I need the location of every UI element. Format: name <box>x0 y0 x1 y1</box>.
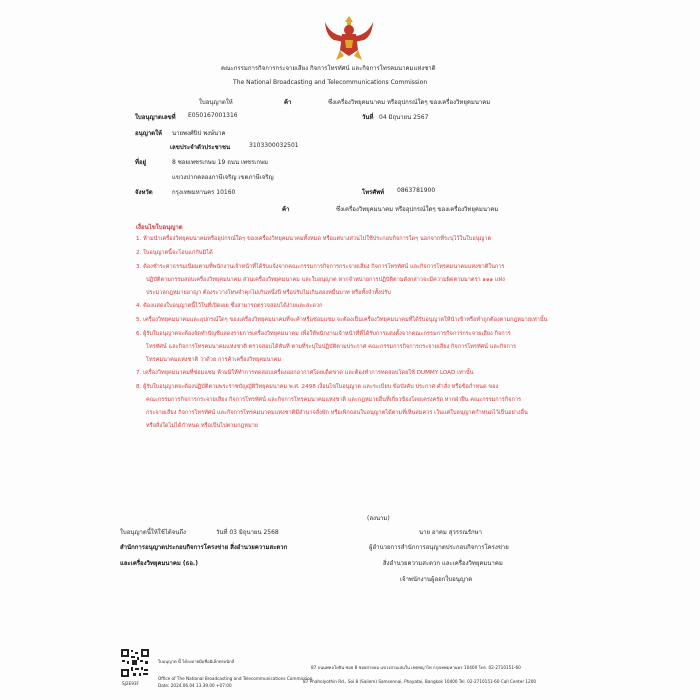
holder-value: นายพงศ์ปิป พงษ์นาค <box>172 130 226 137</box>
id-value: 3103300032501 <box>249 142 299 149</box>
condition-item: 1. ห้ามนำเครื่องวิทยุคมนาคมหรืออุปกรณ์ใดๆ ของเครื่องวิทยุคมนาคมทั้งหมด หรือแต่บางส่วนไปใช้ประกอบกิจการใดๆ นอกจากที่ระบุไว้ในใบอนุญาต <box>136 236 492 242</box>
condition-item: 6. ผู้รับใบอนุญาตจะต้องจัดทำบัญชีแสดงรายการเครื่องวิทยุคมนาคม เพื่อให้พนักงานเจ้าหน้าที่ที่ได้รับการแต่งตั้งจากคณะกรรมการกิจการกระจายเสียง กิจการ <box>136 331 511 337</box>
license-date-value: 04 มิถุนายน 2567 <box>379 114 429 121</box>
garuda-emblem-icon <box>320 12 378 64</box>
signer-title1: ผู้อำนวยการสำนักการอนุญาตประกอบกิจการโครงข่าย <box>369 544 509 551</box>
address-line2: แขวงปากคลองภาษีเจริญ เขตภาษีเจริญ <box>172 174 274 181</box>
address-line1: 8 ซอยเพชรเกษม 19 ถนน เพชรเกษม <box>172 159 268 166</box>
footer-esign-note: ใบอนุญาต นี้ ได้ลงลายมือชื่ออิเล็กทรอนิกส์ <box>158 659 235 664</box>
condition-item: ประมวลกฎหมายอาญา ต้องระวางโทษจำคุกไม่เกินหนึ่งปี หรือปรับไม่เกินสองหมื่นบาท หรือทั้งจำทั้งปรับ <box>146 290 391 296</box>
sign-label: (ลงนาม) <box>367 515 390 522</box>
condition-item: โทรคมนาคมแห่งชาติ ว่าด้วย การค้าเครื่องวิทยุคมนาคม <box>146 357 282 363</box>
office-line1: สำนักการอนุญาตประกอบกิจการโครงข่าย สิ่งอำนวยความสะดวก <box>120 544 288 551</box>
signer-title2: สิ่งอำนวยความสะดวก และเครื่องวิทยุคมนาคม <box>383 560 503 567</box>
condition-item: หรือสิ่งใดไม่ได้กำหนด หรือเป็นไปตามกฎหมาย <box>146 423 259 429</box>
expiry-label: ใบอนุญาตนี้ให้ใช้ได้จนถึง <box>120 529 186 536</box>
signer-name: นาย อาคม สุวรรณรักษา <box>419 529 482 536</box>
province-label: จังหวัด <box>135 189 153 196</box>
condition-item: 2. ใบอนุญาตนี้จะโอนแก่กันมิได้ <box>136 250 213 256</box>
province-value: กรุงเทพมหานคร 10160 <box>172 189 236 196</box>
office-line2: และเครื่องวิทยุคมนาคม (ธอ.) <box>120 560 198 567</box>
condition-item: 5. เครื่องวิทยุคมนาคมและอุปกรณ์ใดๆ ของเครื่องวิทยุคมนาคมที่จะค้าหรือซ่อมแซม จะต้องเป็นเครื่องวิทยุคมนาคมที่ได้รับอนุญาตให้นำเข้าหรือทำถูกต้องตามกฎหมายเท่านั้น <box>136 317 548 323</box>
id-label: เลขประจำตัวประชาชน <box>170 144 231 151</box>
signer-title3: เจ้าพนักงานผู้ออกใบอนุญาต <box>400 576 473 583</box>
license-type-value: ค้า <box>284 99 292 106</box>
condition-item: 3. ต้องชำระค่าธรรมเนียมตามที่พนักงานเจ้าหน้าที่ได้รับแจ้งจากคณะกรรมการกิจการกระจายเสียง กิจการโทรทัศน์ และกิจการโทรคมนาคมแห่งชาติในการ <box>136 264 505 270</box>
license-type-label: ใบอนุญาตให้ <box>199 99 233 106</box>
address-label: ที่อยู่ <box>135 159 147 166</box>
condition-item: โทรทัศน์ และกิจการโทรคมนาคมแห่งชาติ ตรวจสอบได้ทันที ตามที่ระบุในปฏิบัติตามประกาศ คณะกรรมการกิจการกระจายเสียง กิจการโทรทัศน์ และกิจการ <box>146 344 517 350</box>
condition-item: คณะกรรมการกิจการกระจายเสียง กิจการโทรทัศน์ และกิจการโทรคมนาคมแห่งชาติ และกฎหมายอื่นที่เกี่ยวข้องโดยเคร่งครัด หากฝ่าฝืน คณะกรรมการกิจการ <box>146 397 522 403</box>
conditions-heading: เงื่อนไขใบอนุญาต <box>136 224 183 231</box>
phone-value: 0863781900 <box>397 187 436 194</box>
condition-item: 7. เครื่องวิทยุคมนาคมที่ซ่อมแซม ห้ามมิให้ทำการทดสอบเครื่องออกอากาศโดยเด็ดขาด และต้องทำการทดสอบโดยใช้ DUMMY LOAD เท่านั้น <box>136 370 474 376</box>
activity-desc: ซึ่งเครื่องวิทยุคมนาคม หรืออุปกรณ์ใดๆ ของเครื่องวิทยุคมนาคม <box>336 206 499 213</box>
condition-item: 8. ผู้รับใบอนุญาตจะต้องปฏิบัติตามพระราชบัญญัติวิทยุคมนาคม พ.ศ. 2498 เงื่อนไขใบอนุญาต และระเบียบ ข้อบังคับ ประกาศ คำสั่ง หรือข้อกำหนด ของ <box>136 384 499 390</box>
footer-sign-date: Date: 2024.06.04 13.39.00 +07:00 <box>158 683 232 688</box>
footer-office-en: Office of The National Broadcasting and Telecommunications Commission <box>158 676 313 681</box>
license-number-label: ใบอนุญาตเลขที่ <box>135 114 176 121</box>
condition-item: ปฏิบัติตามกรรมสอบเครื่องวิทยุคมนาคม ส่วนเครื่องวิทยุคมนาคม และใบอนุญาต หากจำหน่ายการปฏิบัติตามดังกล่าวจะมีความผิดตามมาตรา ๑๑๑ แห่ง <box>146 277 505 283</box>
phone-label: โทรศัพท์ <box>362 189 385 196</box>
license-type-desc: ซึ่งเครื่องวิทยุคมนาคม หรืออุปกรณ์ใดๆ ของเครื่องวิทยุคมนาคม <box>328 99 491 106</box>
header-en-title: The National Broadcasting and Telecommunications Commission <box>233 79 428 86</box>
holder-label: อนุญาตให้ <box>135 130 162 137</box>
qr-code-icon <box>120 648 150 678</box>
license-date-label: วันที่ <box>362 114 374 121</box>
expiry-date: วันที่ 03 มิถุนายน 2568 <box>216 529 279 536</box>
qr-code-text: SJ2E93F <box>122 681 139 686</box>
footer-address-th: 87 ถนนพหลโยธิน ซอย 8 ซอยสายลม แขวงสามเสนใน เขตพญาไท กรุงเทพมหานคร 10400 โทร. 02-2710151-60 <box>311 665 521 670</box>
footer-address-en: 87 Phaholyothin Rd., Soi 8 (Sailom) Samsennai, Phayatai, Bangkok 10400 Tel. 02-2710151-60 Call Center 1200 <box>303 679 537 684</box>
header-th-title: คณะกรรมการกิจการกระจายเสียง กิจการโทรทัศน์ และกิจการโทรคมนาคมแห่งชาติ <box>221 65 436 72</box>
condition-item: 4. ต้องแสดงใบอนุญาตนี้ไว้ในที่เปิดเผย ซึ่งสามารถตรวจสอบได้ง่ายและสะดวก <box>136 303 323 309</box>
license-number-value: E050167001316 <box>188 112 238 119</box>
condition-item: กระจายเสียง กิจการโทรทัศน์ และกิจการโทรคมนาคมแห่งชาติมีอำนาจสั่งพัก หรือเพิกถอนใบอนุญาตได้ตามที่เห็นสมควร เว้นแต่ใบอนุญาตกำหนดไว้เป็นอย่างอื่น <box>146 410 528 416</box>
activity-value: ค้า <box>282 206 290 213</box>
